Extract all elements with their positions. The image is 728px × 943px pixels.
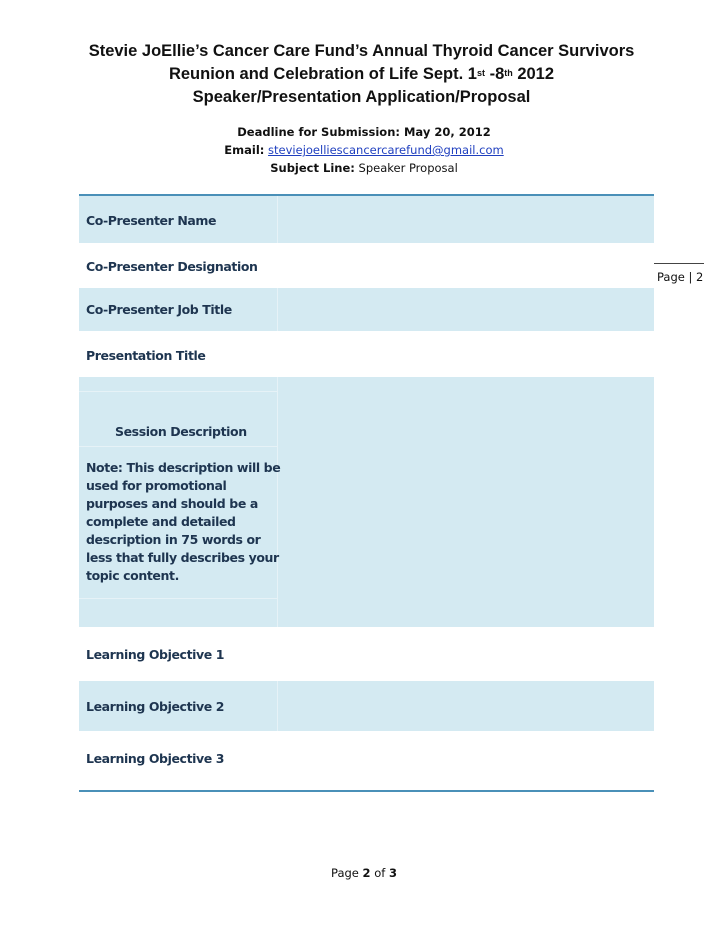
row-presentation-title [79,331,654,377]
row-learning-objective-3 [79,731,654,790]
footer-of-word: of [374,866,386,880]
column-divider [277,288,278,331]
title-line-2-mid: -8 [484,65,505,83]
title-line-2 [0,63,728,86]
title-line-2-year: 2012 [512,65,555,83]
row-co-presenter-job-title [79,288,654,331]
email-link[interactable]: steviejoelliescancercarefund@gmail.com [268,143,504,157]
co-presenter-name-label: Co-Presenter Name [86,213,217,228]
title-line-2-text: Reunion and Celebration of Life Sept. 1 [168,65,477,83]
row-co-presenter-designation [79,243,654,288]
footer-page-word: Page [331,866,359,880]
superscript-th: th [504,68,513,78]
row-session-description [79,377,654,627]
learning-objective-2-label: Learning Objective 2 [86,699,225,714]
subject-line [0,160,728,176]
column-divider [277,681,278,731]
learning-objective-1-label: Learning Objective 1 [86,647,225,662]
deadline-text: Deadline for Submission: May 20, 2012 [237,125,491,139]
email-line [0,142,728,158]
row-co-presenter-name [79,196,654,243]
page-footer [0,866,728,880]
cell-separator [79,391,277,392]
row-learning-objective-2 [79,681,654,731]
superscript-st: st [476,68,485,78]
row-learning-objective-1 [79,627,654,681]
column-divider [277,196,278,243]
footer-current-page: 2 [362,866,371,880]
learning-objective-3-label: Learning Objective 3 [86,751,225,766]
deadline-line [0,124,728,140]
presentation-title-label: Presentation Title [86,348,206,363]
email-label: Email: [224,143,265,157]
footer-total-pages: 3 [388,866,397,880]
session-description-label: Session Description [115,424,247,439]
cell-separator [79,446,277,447]
session-description-note: Note: This description will be used for promotional purposes and should be a complete and detailed description in 75 words or less that fully describes your topic content. [86,460,281,583]
document-header [0,40,728,109]
side-page-number: Page | 2 [657,270,704,284]
title-line-1: Stevie JoEllie’s Cancer Care Fund’s Annual Thyroid Cancer Survivors [88,42,635,60]
subject-value: Speaker Proposal [358,161,458,175]
co-presenter-job-title-label: Co-Presenter Job Title [86,302,232,317]
title-line-3: Speaker/Presentation Application/Proposal [192,88,531,106]
cell-separator [79,598,277,599]
co-presenter-designation-label: Co-Presenter Designation [86,259,258,274]
side-page-rule [654,263,704,264]
subject-label: Subject Line: [270,161,355,175]
proposal-form [79,194,654,792]
